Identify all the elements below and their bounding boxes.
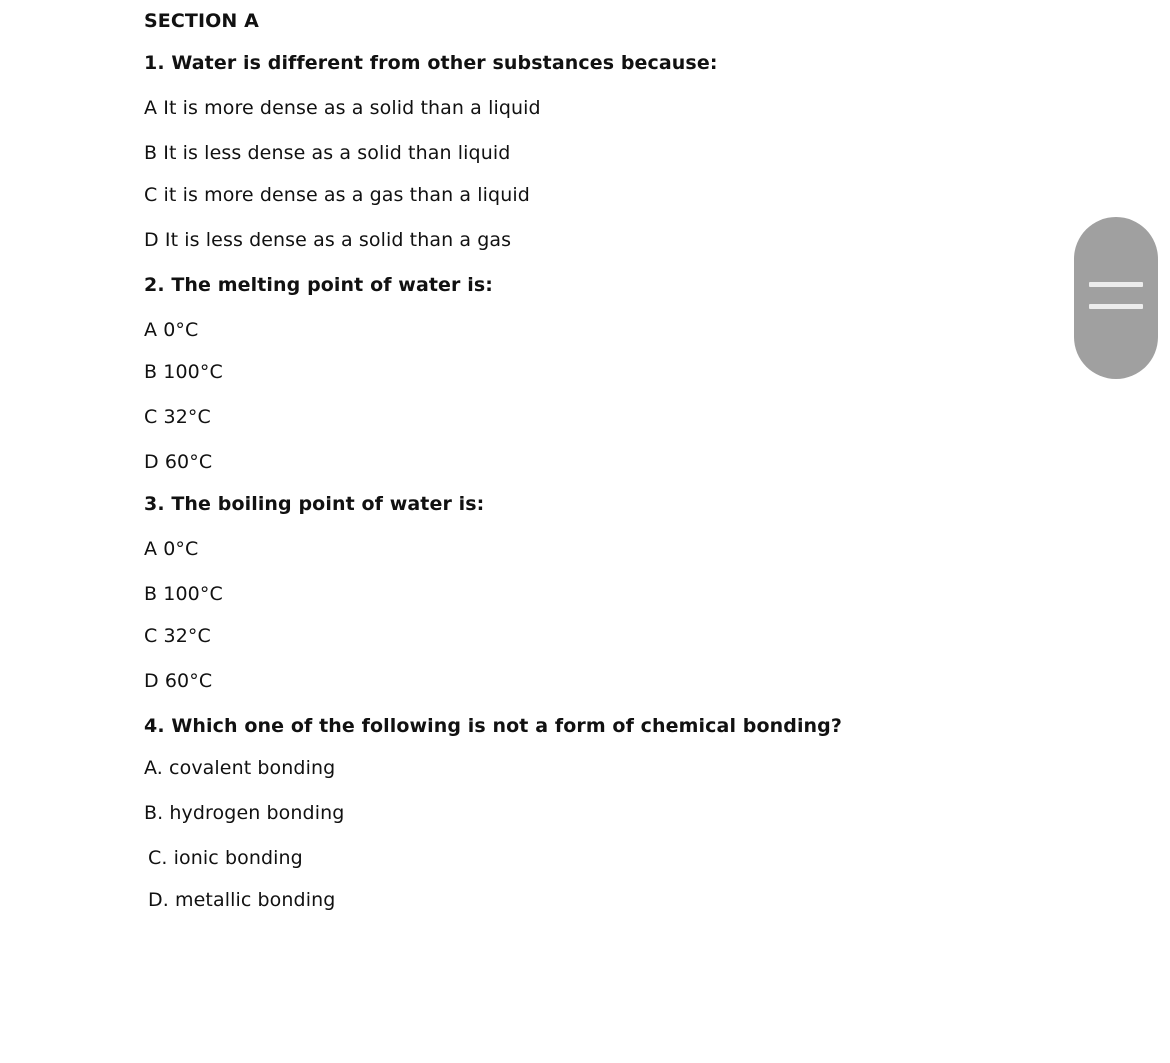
question-4-option-a: A. covalent bonding (144, 757, 336, 779)
question-3-option-d: D 60°C (144, 670, 213, 692)
question-2-option-a: A 0°C (144, 319, 199, 341)
question-3-option-a: A 0°C (144, 538, 199, 560)
section-title: SECTION A (144, 10, 259, 32)
question-3-prompt: 3. The boiling point of water is: (144, 493, 485, 515)
question-2-option-c: C 32°C (144, 406, 211, 428)
question-1-option-a: A It is more dense as a solid than a liquid (144, 97, 541, 119)
question-1-prompt: 1. Water is different from other substances because: (144, 52, 718, 74)
question-2-option-d: D 60°C (144, 451, 213, 473)
question-4-option-d: D. metallic bonding (148, 889, 336, 911)
question-1-option-b: B It is less dense as a solid than liquid (144, 142, 511, 164)
question-2-prompt: 2. The melting point of water is: (144, 274, 493, 296)
question-4-option-c: C. ionic bonding (148, 847, 303, 869)
question-3-option-b: B 100°C (144, 583, 223, 605)
question-1-option-d: D It is less dense as a solid than a gas (144, 229, 512, 251)
question-3-option-c: C 32°C (144, 625, 211, 647)
question-4-prompt: 4. Which one of the following is not a form of chemical bonding? (144, 715, 843, 737)
question-1-option-c: C it is more dense as a gas than a liquid (144, 184, 530, 206)
question-2-option-b: B 100°C (144, 361, 223, 383)
question-4-option-b: B. hydrogen bonding (144, 802, 345, 824)
scroll-handle[interactable] (1074, 217, 1158, 379)
